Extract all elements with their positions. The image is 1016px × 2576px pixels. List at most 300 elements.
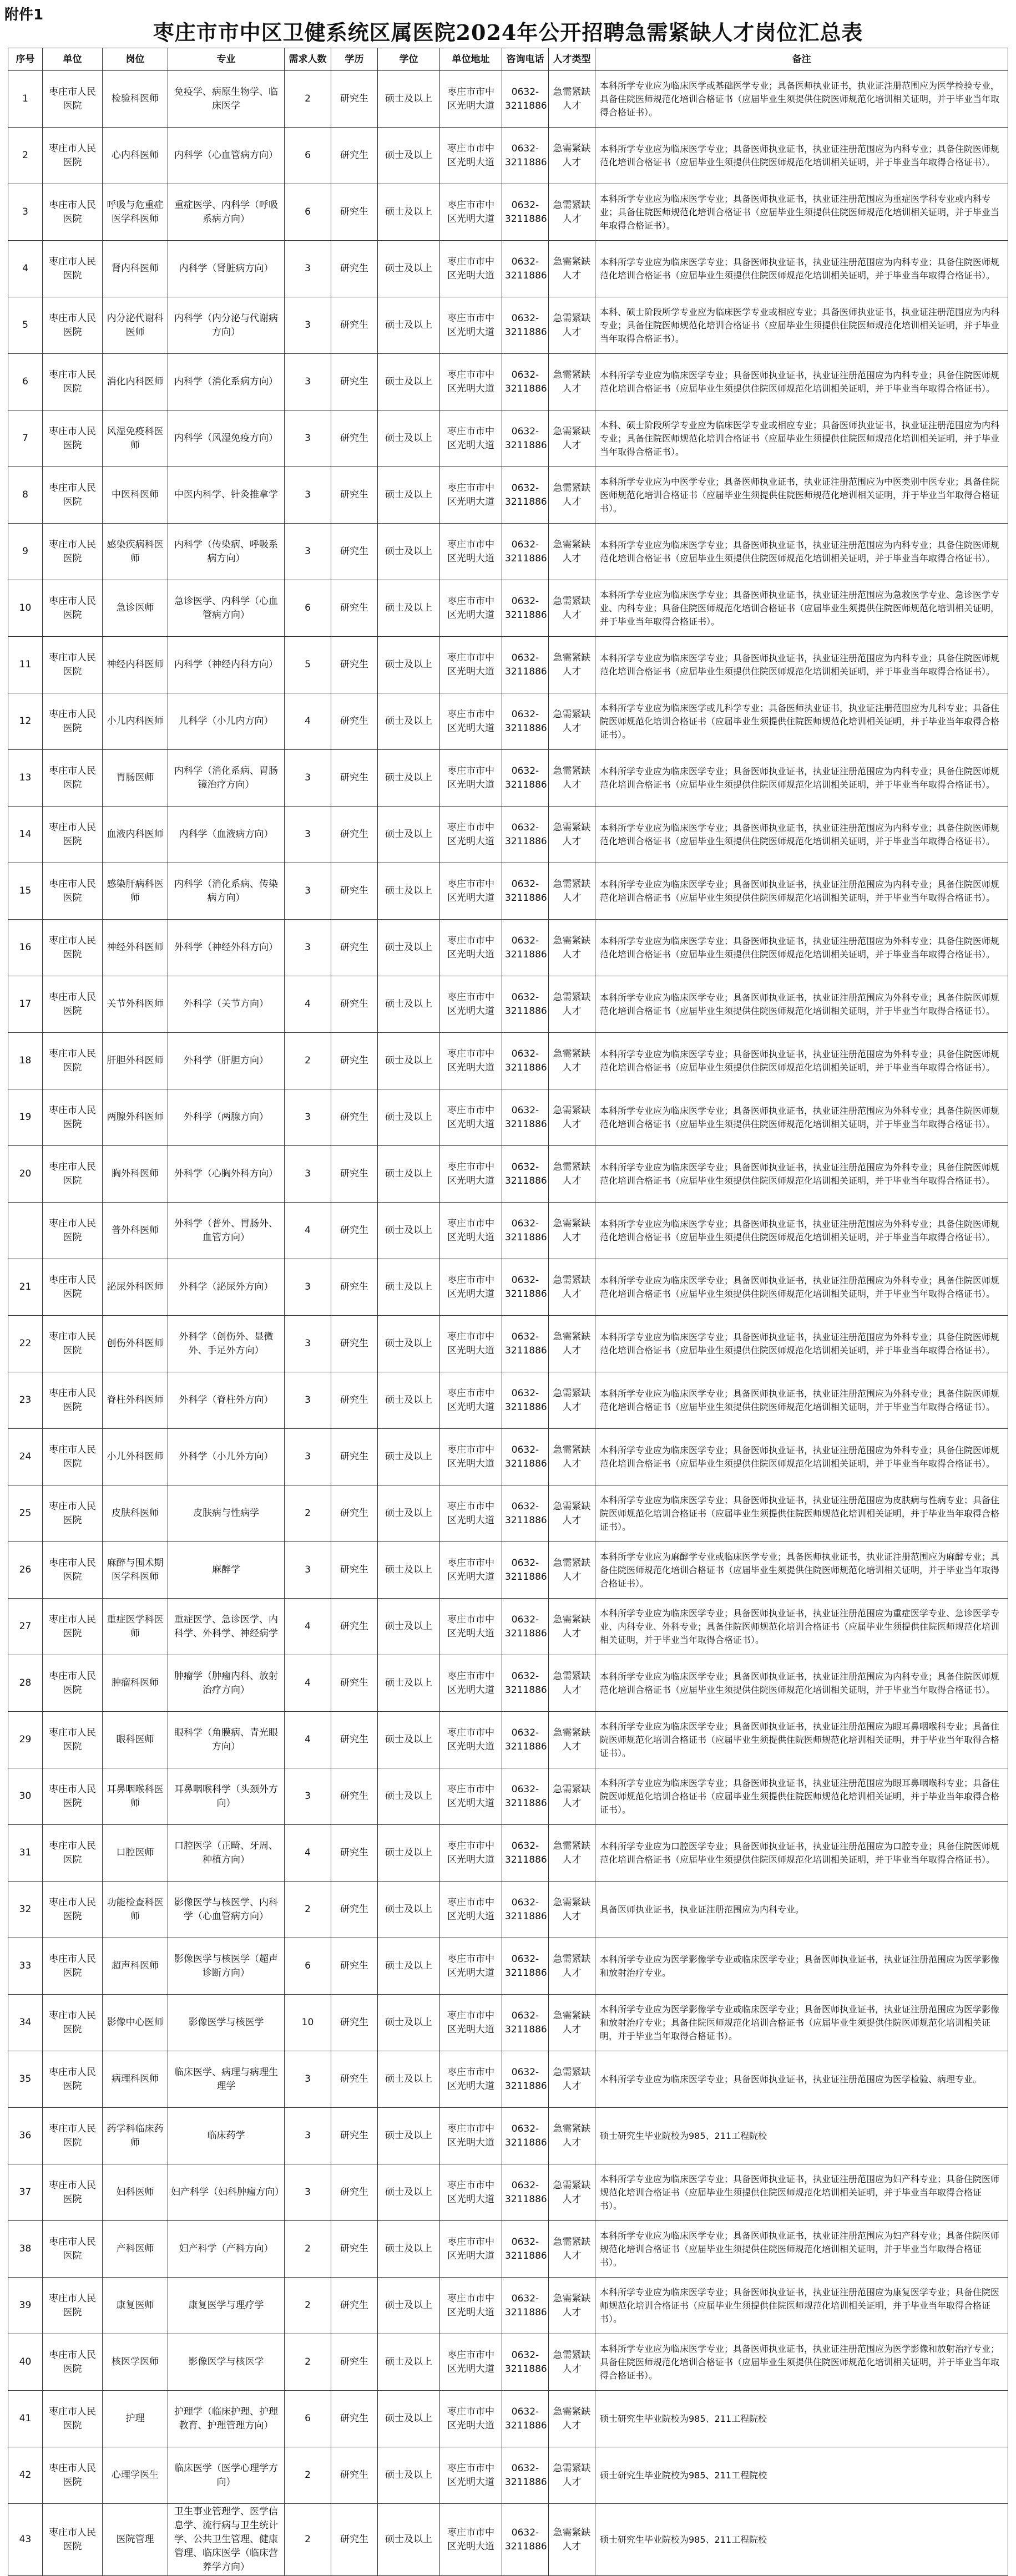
contact-phone: 0632-3211886 [502,2051,549,2108]
position-name: 功能检查科医师 [103,1882,168,1938]
talent-type: 急需紧缺人才 [549,1485,595,1542]
notes: 本科所学专业应为临床医学专业；具备医师执业证书，执业证注册范围应为眼耳鼻咽喉科专业；具备住院医师规范化培训合格证书（应届毕业生须提供住院医师规范化培训相关证明，并于毕业当年取得合格证书）。 [595,1712,1008,1768]
table-row [8,976,1008,1033]
demand-count: 3 [285,807,331,863]
degree: 硕士及以上 [378,1203,440,1259]
table-row [8,1372,1008,1429]
talent-type: 急需紧缺人才 [549,297,595,354]
major: 康复医学与理疗学 [168,2278,285,2334]
unit-address: 枣庄市市中区光明大道 [440,2504,502,2576]
table-row [8,297,1008,354]
major: 卫生事业管理学、医学信息学、流行病与卫生统计学、公共卫生管理、健康管理、临床医学（临床营养学方向） [168,2504,285,2576]
table-row [8,467,1008,524]
talent-type: 急需紧缺人才 [549,580,595,637]
unit-address: 枣庄市市中区光明大道 [440,410,502,467]
contact-phone: 0632-3211886 [502,354,549,410]
unit-name: 枣庄市人民医院 [43,2278,103,2334]
row-index: 43 [8,2504,43,2576]
unit-address: 枣庄市市中区光明大道 [440,1146,502,1203]
degree: 硕士及以上 [378,807,440,863]
row-index: 7 [8,410,43,467]
demand-count: 2 [285,2504,331,2576]
unit-address: 枣庄市市中区光明大道 [440,1938,502,1995]
talent-type: 急需紧缺人才 [549,2108,595,2164]
header-col-phone: 咨询电话 [502,48,549,71]
header-col-unit: 单位 [43,48,103,71]
talent-type: 急需紧缺人才 [549,1542,595,1599]
unit-name: 枣庄市人民医院 [43,1372,103,1429]
unit-address: 枣庄市市中区光明大道 [440,2221,502,2278]
major: 内科学（神经内科方向） [168,637,285,693]
unit-name: 枣庄市人民医院 [43,1259,103,1316]
contact-phone: 0632-3211886 [502,1712,549,1768]
table-row [8,1768,1008,1825]
education: 研究生 [331,1485,378,1542]
demand-count: 2 [285,1485,331,1542]
degree: 硕士及以上 [378,693,440,750]
contact-phone: 0632-3211886 [502,2504,549,2576]
degree: 硕士及以上 [378,354,440,410]
degree: 硕士及以上 [378,976,440,1033]
major: 麻醉学 [168,1542,285,1599]
education: 研究生 [331,2164,378,2221]
page-title: 枣庄市市中区卫健系统区属医院2024年公开招聘急需紧缺人才岗位汇总表 [153,20,863,45]
major: 外科学（泌尿外方向） [168,1259,285,1316]
degree: 硕士及以上 [378,410,440,467]
position-name: 两腺外科医师 [103,1089,168,1146]
contact-phone: 0632-3211886 [502,580,549,637]
table-row [8,71,1008,128]
talent-type: 急需紧缺人才 [549,1882,595,1938]
table-row [8,580,1008,637]
position-name: 检验科医师 [103,71,168,128]
education: 研究生 [331,2447,378,2504]
unit-address: 枣庄市市中区光明大道 [440,580,502,637]
degree: 硕士及以上 [378,1146,440,1203]
unit-address: 枣庄市市中区光明大道 [440,750,502,807]
major: 外科学（两腺方向） [168,1089,285,1146]
unit-address: 枣庄市市中区光明大道 [440,1316,502,1372]
unit-name: 枣庄市人民医院 [43,2221,103,2278]
row-index: 29 [8,1712,43,1768]
talent-type: 急需紧缺人才 [549,1825,595,1882]
table-row [8,1146,1008,1203]
demand-count: 3 [285,354,331,410]
education: 研究生 [331,637,378,693]
position-name: 心理学医生 [103,2447,168,2504]
table-row [8,2278,1008,2334]
unit-name: 枣庄市人民医院 [43,297,103,354]
talent-type: 急需紧缺人才 [549,410,595,467]
education: 研究生 [331,467,378,524]
education: 研究生 [331,1995,378,2051]
table-row [8,2447,1008,2504]
unit-name: 枣庄市人民医院 [43,863,103,920]
major: 口腔医学（正畸、牙周、种植方向） [168,1825,285,1882]
contact-phone: 0632-3211886 [502,976,549,1033]
education: 研究生 [331,1146,378,1203]
degree: 硕士及以上 [378,1372,440,1429]
table-row [8,2108,1008,2164]
row-index: 19 [8,1089,43,1146]
education: 研究生 [331,1259,378,1316]
education: 研究生 [331,920,378,976]
degree: 硕士及以上 [378,1995,440,2051]
unit-address: 枣庄市市中区光明大道 [440,2164,502,2221]
row-index: 25 [8,1485,43,1542]
unit-address: 枣庄市市中区光明大道 [440,2391,502,2447]
demand-count: 3 [285,241,331,297]
unit-address: 枣庄市市中区光明大道 [440,297,502,354]
unit-name: 枣庄市人民医院 [43,1938,103,1995]
table-row [8,1542,1008,1599]
demand-count: 4 [285,1655,331,1712]
unit-name: 枣庄市人民医院 [43,807,103,863]
degree: 硕士及以上 [378,2504,440,2576]
unit-address: 枣庄市市中区光明大道 [440,241,502,297]
major: 耳鼻咽喉科学（头颈外方向） [168,1768,285,1825]
row-index: 8 [8,467,43,524]
talent-type: 急需紧缺人才 [549,1089,595,1146]
education: 研究生 [331,2108,378,2164]
notes: 本科所学专业应为临床医学专业；具备医师执业证书，执业证注册范围应为外科专业；具备住院医师规范化培训合格证书（应届毕业生须提供住院医师规范化培训相关证明，并于毕业当年取得合格证书）。 [595,1429,1008,1485]
unit-name: 枣庄市人民医院 [43,2051,103,2108]
unit-name: 枣庄市人民医院 [43,467,103,524]
position-name: 皮肤科医师 [103,1485,168,1542]
notes: 本科所学专业应为临床医学专业；具备医师执业证书，执业证注册范围应为内科专业；具备住院医师规范化培训合格证书（应届毕业生须提供住院医师规范化培训相关证明，并于毕业当年取得合格证书）。 [595,241,1008,297]
table-row [8,2391,1008,2447]
education: 研究生 [331,1203,378,1259]
contact-phone: 0632-3211886 [502,920,549,976]
notes: 本科所学专业应为临床医学专业；具备医师执业证书，执业证注册范围应为重症医学科专业或内科专业；具备住院医师规范化培训合格证书（应届毕业生须提供住院医师规范化培训相关证明，并于毕业当年取得合格证书）。 [595,184,1008,241]
row-index: 3 [8,184,43,241]
talent-type: 急需紧缺人才 [549,2391,595,2447]
table-row [8,128,1008,184]
contact-phone: 0632-3211886 [502,1203,549,1259]
talent-type: 急需紧缺人才 [549,1429,595,1485]
education: 研究生 [331,1316,378,1372]
talent-type: 急需紧缺人才 [549,1372,595,1429]
row-index: 36 [8,2108,43,2164]
notes: 本科所学专业应为临床医学专业；具备医师执业证书，执业证注册范围应为外科专业；具备住院医师规范化培训合格证书（应届毕业生须提供住院医师规范化培训相关证明，并于毕业当年取得合格证书）。 [595,920,1008,976]
talent-type: 急需紧缺人才 [549,2504,595,2576]
major: 内科学（内分泌与代谢病方向） [168,297,285,354]
contact-phone: 0632-3211886 [502,1768,549,1825]
contact-phone: 0632-3211886 [502,1882,549,1938]
demand-count: 6 [285,184,331,241]
position-name: 感染疾病科医师 [103,524,168,580]
table-row [8,1033,1008,1089]
row-index: 1 [8,71,43,128]
major: 免疫学、病原生物学、临床医学 [168,71,285,128]
table-row [8,1995,1008,2051]
row-index: 35 [8,2051,43,2108]
unit-address: 枣庄市市中区光明大道 [440,128,502,184]
major: 内科学（血液病方向） [168,807,285,863]
table-row [8,1825,1008,1882]
position-name: 神经外科医师 [103,920,168,976]
talent-type: 急需紧缺人才 [549,1316,595,1372]
unit-address: 枣庄市市中区光明大道 [440,1203,502,1259]
unit-name: 枣庄市人民医院 [43,1203,103,1259]
notes: 硕士研究生毕业院校为985、211工程院校 [595,2108,1008,2164]
education: 研究生 [331,1429,378,1485]
demand-count: 3 [285,1146,331,1203]
major: 重症医学、急诊医学、内科学、外科学、神经病学 [168,1599,285,1655]
unit-name: 枣庄市人民医院 [43,1825,103,1882]
unit-address: 枣庄市市中区光明大道 [440,1033,502,1089]
table-body [8,71,1008,2576]
demand-count: 6 [285,128,331,184]
position-name: 普外科医师 [103,1203,168,1259]
table-row [8,1599,1008,1655]
degree: 硕士及以上 [378,580,440,637]
unit-name: 枣庄市人民医院 [43,2504,103,2576]
row-index: 23 [8,1372,43,1429]
degree: 硕士及以上 [378,2164,440,2221]
notes: 本科所学专业应为临床医学或儿科学专业；具备医师执业证书，执业证注册范围应为儿科专业；具备住院医师规范化培训合格证书（应届毕业生须提供住院医师规范化培训相关证明，并于毕业当年取得合格证书）。 [595,693,1008,750]
talent-type: 急需紧缺人才 [549,71,595,128]
demand-count: 2 [285,2278,331,2334]
education: 研究生 [331,693,378,750]
education: 研究生 [331,410,378,467]
degree: 硕士及以上 [378,1089,440,1146]
unit-address: 枣庄市市中区光明大道 [440,637,502,693]
position-name: 药学科临床药师 [103,2108,168,2164]
position-name: 产科医师 [103,2221,168,2278]
talent-type: 急需紧缺人才 [549,2051,595,2108]
row-index: 9 [8,524,43,580]
education: 研究生 [331,1938,378,1995]
contact-phone: 0632-3211886 [502,2278,549,2334]
row-index: 32 [8,1882,43,1938]
demand-count: 3 [285,2051,331,2108]
notes: 本科所学专业应为医学影像学专业或临床医学专业；具备医师执业证书，执业证注册范围应为医学影像和放射治疗专业；具备住院医师规范化培训合格证书（应届毕业生须提供住院医师规范化培训相关证明，并于毕业当年取得合格证书）。 [595,1995,1008,2051]
contact-phone: 0632-3211886 [502,637,549,693]
unit-address: 枣庄市市中区光明大道 [440,1995,502,2051]
row-index: 20 [8,1146,43,1203]
table-row [8,241,1008,297]
education: 研究生 [331,1768,378,1825]
table-row [8,1089,1008,1146]
demand-count: 4 [285,1712,331,1768]
talent-type: 急需紧缺人才 [549,1203,595,1259]
major: 影像医学与核医学 [168,2334,285,2391]
demand-count: 4 [285,693,331,750]
unit-name: 枣庄市人民医院 [43,2447,103,2504]
talent-type: 急需紧缺人才 [549,1655,595,1712]
row-index: 12 [8,693,43,750]
demand-count: 3 [285,2108,331,2164]
degree: 硕士及以上 [378,637,440,693]
notes: 本科所学专业应为临床医学专业；具备医师执业证书，执业证注册范围应为内科专业；具备住院医师规范化培训合格证书（应届毕业生须提供住院医师规范化培训相关证明，并于毕业当年取得合格证书）。 [595,750,1008,807]
table-row [8,693,1008,750]
position-name: 消化内科医师 [103,354,168,410]
row-index: 22 [8,1316,43,1372]
position-name: 超声科医师 [103,1938,168,1995]
table-row [8,637,1008,693]
unit-address: 枣庄市市中区光明大道 [440,524,502,580]
row-index: 6 [8,354,43,410]
row-index: 42 [8,2447,43,2504]
row-index: 14 [8,807,43,863]
talent-type: 急需紧缺人才 [549,2447,595,2504]
education: 研究生 [331,2221,378,2278]
unit-name: 枣庄市人民医院 [43,1995,103,2051]
unit-name: 枣庄市人民医院 [43,1542,103,1599]
table-row [8,524,1008,580]
talent-type: 急需紧缺人才 [549,467,595,524]
position-name: 神经内科医师 [103,637,168,693]
contact-phone: 0632-3211886 [502,71,549,128]
table-row [8,1429,1008,1485]
contact-phone: 0632-3211886 [502,1938,549,1995]
contact-phone: 0632-3211886 [502,1825,549,1882]
demand-count: 4 [285,1599,331,1655]
position-name: 肿瘤科医师 [103,1655,168,1712]
position-name: 中医科医师 [103,467,168,524]
unit-name: 枣庄市人民医院 [43,1316,103,1372]
education: 研究生 [331,976,378,1033]
notes: 本科所学专业应为临床医学专业；具备医师执业证书，执业证注册范围应为外科专业；具备住院医师规范化培训合格证书（应届毕业生须提供住院医师规范化培训相关证明，并于毕业当年取得合格证书）。 [595,1033,1008,1089]
degree: 硕士及以上 [378,1259,440,1316]
major: 儿科学（小儿内方向） [168,693,285,750]
position-name: 泌尿外科医师 [103,1259,168,1316]
row-index: 33 [8,1938,43,1995]
contact-phone: 0632-3211886 [502,1259,549,1316]
position-name: 病理科医师 [103,2051,168,2108]
unit-address: 枣庄市市中区光明大道 [440,1259,502,1316]
position-name: 影像中心医师 [103,1995,168,2051]
row-index: 39 [8,2278,43,2334]
unit-address: 枣庄市市中区光明大道 [440,693,502,750]
row-index [8,1203,43,1259]
demand-count: 2 [285,71,331,128]
position-name: 重症医学科医师 [103,1599,168,1655]
contact-phone: 0632-3211886 [502,2334,549,2391]
contact-phone: 0632-3211886 [502,2164,549,2221]
major: 内科学（消化系病、传染病方向） [168,863,285,920]
education: 研究生 [331,2391,378,2447]
row-index: 4 [8,241,43,297]
unit-address: 枣庄市市中区光明大道 [440,1485,502,1542]
unit-name: 枣庄市人民医院 [43,241,103,297]
demand-count: 3 [285,920,331,976]
unit-address: 枣庄市市中区光明大道 [440,920,502,976]
major: 肿瘤学（肿瘤内科、放射治疗方向） [168,1655,285,1712]
row-index: 2 [8,128,43,184]
position-name: 胃肠医师 [103,750,168,807]
notes: 本科所学专业应为临床医学专业；具备医师执业证书，执业证注册范围应为内科专业；具备住院医师规范化培训合格证书（应届毕业生须提供住院医师规范化培训相关证明，并于毕业当年取得合格证书）。 [595,354,1008,410]
notes: 硕士研究生毕业院校为985、211工程院校 [595,2447,1008,2504]
unit-name: 枣庄市人民医院 [43,2334,103,2391]
major: 外科学（神经外科方向） [168,920,285,976]
talent-type: 急需紧缺人才 [549,241,595,297]
unit-address: 枣庄市市中区光明大道 [440,2108,502,2164]
major: 外科学（心胸外科方向） [168,1146,285,1203]
contact-phone: 0632-3211886 [502,2391,549,2447]
unit-name: 枣庄市人民医院 [43,71,103,128]
notes: 本科所学专业应为临床医学专业；具备医师执业证书，执业证注册范围应为内科专业；具备住院医师规范化培训合格证书（应届毕业生须提供住院医师规范化培训相关证明，并于毕业当年取得合格证书）。 [595,807,1008,863]
major: 眼科学（角膜病、青光眼方向） [168,1712,285,1768]
row-index: 27 [8,1599,43,1655]
position-name: 眼科医师 [103,1712,168,1768]
notes: 本科所学专业应为临床医学专业；具备医师执业证书，执业证注册范围应为内科专业；具备住院医师规范化培训合格证书（应届毕业生须提供住院医师规范化培训相关证明，并于毕业当年取得合格证书）。 [595,524,1008,580]
row-index: 16 [8,920,43,976]
table-row [8,2334,1008,2391]
unit-name: 枣庄市人民医院 [43,1712,103,1768]
demand-count: 6 [285,1938,331,1995]
unit-address: 枣庄市市中区光明大道 [440,2447,502,2504]
major: 内科学（风湿免疫方向） [168,410,285,467]
education: 研究生 [331,297,378,354]
education: 研究生 [331,1825,378,1882]
demand-count: 3 [285,297,331,354]
degree: 硕士及以上 [378,863,440,920]
education: 研究生 [331,241,378,297]
notes: 本科所学专业应为临床医学专业；具备医师执业证书，执业证注册范围应为皮肤病与性病专业；具备住院医师规范化培训合格证书（应届毕业生须提供住院医师规范化培训相关证明，并于毕业当年取得合格证书）。 [595,1485,1008,1542]
demand-count: 3 [285,1316,331,1372]
notes: 本科所学专业应为临床医学专业；具备医师执业证书，执业证注册范围应为外科专业；具备住院医师规范化培训合格证书（应届毕业生须提供住院医师规范化培训相关证明，并于毕业当年取得合格证书）。 [595,1372,1008,1429]
talent-type: 急需紧缺人才 [549,128,595,184]
position-name: 创伤外科医师 [103,1316,168,1372]
degree: 硕士及以上 [378,1429,440,1485]
unit-address: 枣庄市市中区光明大道 [440,2334,502,2391]
education: 研究生 [331,2051,378,2108]
demand-count: 4 [285,976,331,1033]
talent-type: 急需紧缺人才 [549,976,595,1033]
education: 研究生 [331,354,378,410]
demand-count: 10 [285,1995,331,2051]
position-name: 口腔医师 [103,1825,168,1882]
unit-name: 枣庄市人民医院 [43,1429,103,1485]
unit-address: 枣庄市市中区光明大道 [440,1372,502,1429]
unit-name: 枣庄市人民医院 [43,1089,103,1146]
demand-count: 2 [285,2334,331,2391]
contact-phone: 0632-3211886 [502,410,549,467]
demand-count: 4 [285,1203,331,1259]
unit-address: 枣庄市市中区光明大道 [440,863,502,920]
header-col-talent-type: 人才类型 [549,48,595,71]
notes: 本科所学专业应为临床医学专业；具备医师执业证书，执业证注册范围应为眼耳鼻咽喉科专业；具备住院医师规范化培训合格证书（应届毕业生须提供住院医师规范化培训相关证明，并于毕业当年取得合格证书）。 [595,1768,1008,1825]
unit-address: 枣庄市市中区光明大道 [440,1655,502,1712]
unit-name: 枣庄市人民医院 [43,920,103,976]
positions-table [8,48,1008,2576]
education: 研究生 [331,524,378,580]
degree: 硕士及以上 [378,1712,440,1768]
row-index: 10 [8,580,43,637]
demand-count: 3 [285,524,331,580]
unit-name: 枣庄市人民医院 [43,128,103,184]
unit-name: 枣庄市人民医院 [43,580,103,637]
education: 研究生 [331,2278,378,2334]
education: 研究生 [331,1655,378,1712]
unit-name: 枣庄市人民医院 [43,1882,103,1938]
education: 研究生 [331,1882,378,1938]
table-row [8,1203,1008,1259]
contact-phone: 0632-3211886 [502,184,549,241]
talent-type: 急需紧缺人才 [549,2164,595,2221]
education: 研究生 [331,2504,378,2576]
contact-phone: 0632-3211886 [502,241,549,297]
row-index: 31 [8,1825,43,1882]
unit-name: 枣庄市人民医院 [43,1655,103,1712]
row-index: 40 [8,2334,43,2391]
demand-count: 3 [285,410,331,467]
contact-phone: 0632-3211886 [502,467,549,524]
talent-type: 急需紧缺人才 [549,693,595,750]
notes: 本科所学专业应为临床医学专业；具备医师执业证书，执业证注册范围应为内科专业；具备住院医师规范化培训合格证书（应届毕业生须提供住院医师规范化培训相关证明，并于毕业当年取得合格证书）。 [595,1655,1008,1712]
